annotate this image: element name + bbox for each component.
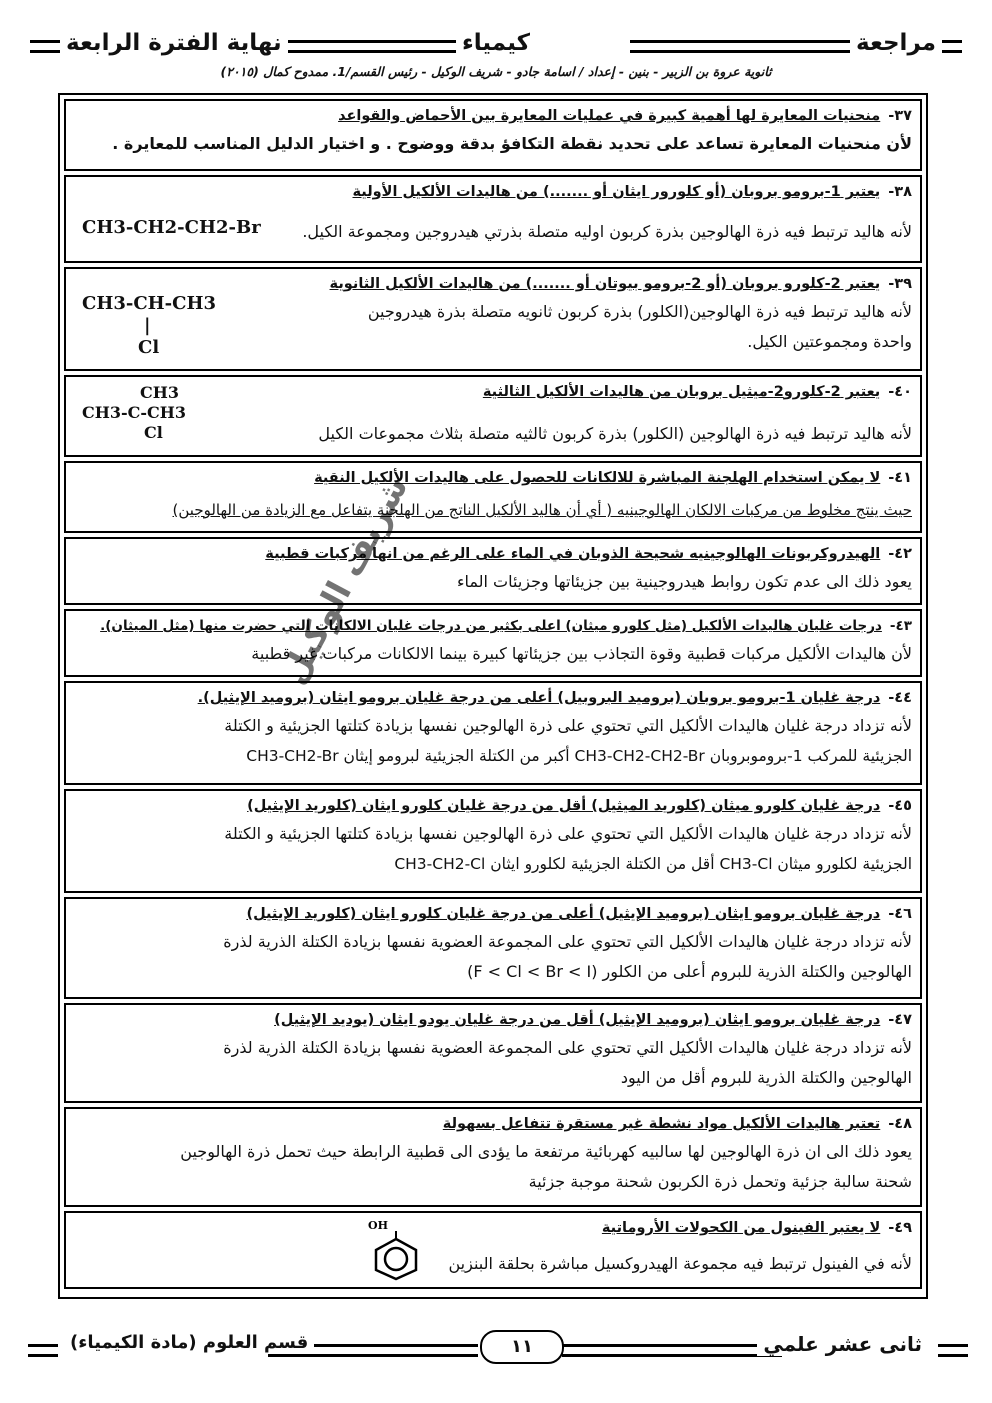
header-rule-right (630, 40, 860, 53)
question-46 (64, 897, 922, 999)
structure-line: CH3-C-CH3 (82, 403, 186, 422)
phenol-structure-icon (366, 1219, 436, 1285)
question-text: درجة غليان برومو ايثان (بروميد الإيثيل) أقل من درجة غليان يودو ايثان (يوديد الإيثيل) (274, 1012, 881, 1028)
question-38 (64, 175, 922, 263)
question-text: يعتبر 1-برومو بروبان (أو كلورور ايثان أو .......) من هاليدات الألكيل الأولية (352, 184, 881, 200)
question-text: لا يمكن استخدام الهلجنة المباشرة للالكانات للحصول على هاليدات الألكيل النقية (314, 470, 881, 486)
header-period: نهاية الفترة الرابعة (60, 28, 288, 58)
question-number: ٤١- (888, 470, 912, 486)
answer-text: لأنه في الفينول ترتبط فيه مجموعة الهيدروكسيل مباشرة بحلقة البنزين (448, 1254, 912, 1273)
header-review: مراجعة (850, 28, 942, 58)
question-44 (64, 681, 922, 785)
question-number: ٤٨- (888, 1116, 912, 1132)
question-number: ٣٩- (888, 276, 912, 292)
question-text: درجة غليان برومو ايثان (بروميد الإيثيل) أعلى من درجة غليان كلورو ايثان (كلوريد الإيثيل) (246, 906, 881, 922)
answer-text: حيث ينتج مخلوط من مركبات الالكان الهالوجينيه ( أي أن هاليد الألكيل الناتج من الهلجنة يتفاعل مع الزيادة من الهالوجين) (172, 501, 912, 519)
question-number: ٤٤- (888, 690, 912, 706)
question-number: ٣٧- (888, 108, 912, 124)
question-40 (64, 375, 922, 457)
question-41 (64, 461, 922, 533)
structure-chloromethylpropane (82, 383, 242, 443)
answer-text: الهالوجين والكتلة الذرية للبروم أقل من اليود (620, 1068, 912, 1087)
structure-bond: | (144, 315, 151, 336)
question-37 (64, 99, 922, 171)
page-header (30, 28, 962, 94)
answer-text: لأنه تزداد درجة غليان هاليدات الألكيل التي تحتوي على المجموعة العضوية نفسها بزيادة الكتلة الذرية لذرة (223, 1038, 912, 1057)
page-number: ١١ (480, 1330, 564, 1364)
content-frame (58, 93, 928, 1299)
question-text: درجة غليان 1-برومو بروبان (بروميد البروبيل) أعلى من درجة غليان برومو ايثان (بروميد الإيثيل). (197, 690, 881, 706)
question-text: الهيدروكربونات الهالوجينيه شحيحة الذوبان في الماء على الرغم من انها مركبات قطبية (265, 546, 881, 562)
question-number: ٤٥- (888, 798, 912, 814)
question-number: ٤٣- (889, 618, 912, 634)
question-47 (64, 1003, 922, 1103)
header-rule-edge-left (30, 40, 60, 53)
phenol-oh-label: OH (368, 1219, 388, 1232)
footer-rule-right (562, 1344, 782, 1357)
question-text: لا يعتبر الفينول من الكحولات الأروماتية (601, 1220, 881, 1236)
question-text: يعتبر 2-كلورو بروبان (أو 2-برومو بيوتان أو .......) من هاليدات الألكيل الثانوية (329, 276, 881, 292)
formula-bromopropane: CH3-CH2-CH2-Br (82, 217, 261, 238)
answer-text: لأن منحنيات المعايرة تساعد على تحديد نقطة التكافؤ بدقة ووضوح . و اختيار الدليل المناسب للمعايرة . (112, 134, 912, 153)
structure-chloropropane (82, 293, 242, 359)
watermark: شريف الوكيل (273, 469, 417, 691)
answer-text: لأنه تزداد درجة غليان هاليدات الألكيل التي تحتوي على ذرة الهالوجين نفسها بزيادة كتلتها الجزيئية و الكتلة (224, 716, 912, 735)
question-42 (64, 537, 922, 605)
answer-text: لأنه هاليد ترتبط فيه ذرة الهالوجين(الكلور) بذرة كربون ثانويه متصلة بذرة هيدروجين (367, 302, 912, 321)
answer-text: الهالوجين والكتلة الذرية للبروم أعلى من الكلور (F < Cl < Br < I) (467, 962, 912, 981)
question-49 (64, 1211, 922, 1289)
question-number: ٤٠- (888, 384, 912, 400)
answer-text: الجزيئية لكلورو ميثان CH3-Cl أقل من الكتلة الجزيئية لكلورو ايثان CH3-CH2-Cl (394, 855, 912, 873)
question-number: ٤٦- (888, 906, 912, 922)
question-45 (64, 789, 922, 893)
question-text: يعتبر 2-كلورو2-ميثيل بروبان من هاليدات الألكيل الثالثية (482, 384, 881, 400)
structure-line: CH3-CH-CH3 (82, 293, 216, 314)
structure-line: CH3 (140, 383, 179, 402)
page-footer (28, 1330, 968, 1370)
answer-text: لأنه تزداد درجة غليان هاليدات الألكيل التي تحتوي على المجموعة العضوية نفسها بزيادة الكتلة الذرية لذرة (223, 932, 912, 951)
question-text: درجة غليان كلورو ميثان (كلوريد الميثيل) أقل من درجة غليان كلورو ايثان (كلوريد الإيثيل) (247, 798, 881, 814)
answer-text: لأنه تزداد درجة غليان هاليدات الألكيل التي تحتوي على ذرة الهالوجين نفسها بزيادة كتلتها الجزيئية و الكتلة (224, 824, 912, 843)
footer-rule-edge-left (28, 1344, 58, 1357)
footer-rule-edge-right (938, 1344, 968, 1357)
answer-text: الجزيئية للمركب 1-بروموبروبان CH3-CH2-CH2-Br أكبر من الكتلة الجزيئية لبرومو إيثان CH3-CH2-Br (246, 747, 912, 765)
question-48 (64, 1107, 922, 1207)
header-subtitle: ثانوية عروة بن الزبير - بنين - إعداد / اسامة جادو - شريف الوكيل - رئيس القسم/1. ممدوح كمال (٢٠١٥) (220, 64, 772, 79)
footer-department: قسم العلوم (مادة الكيمياء) (64, 1332, 314, 1353)
question-text: تعتبر هاليدات الألكيل مواد نشطة غير مستقرة تتفاعل بسهولة (442, 1116, 881, 1132)
answer-text: شحنة سالبة جزئية وتحمل ذرة الكربون شحنة موجبة جزئية (528, 1172, 912, 1191)
answer-text: يعود ذلك الى ان ذرة الهالوجين لها سالبيه كهربائية مرتفعة ما يؤدى الى قطبية الرابطة حيث تحمل ذرة الهالوجين (180, 1142, 912, 1161)
question-number: ٤٧- (888, 1012, 912, 1028)
answer-text: يعود ذلك الى عدم تكون روابط هيدروجينية بين جزيئاتها وجزيئات الماء (457, 572, 912, 591)
question-text: درجات غليان هاليدات الألكيل (مثل كلورو ميثان) اعلى بكثير من درجات غليان الالكانات التي حضرت منها (مثل الميثان). (100, 618, 882, 634)
structure-line: Cl (144, 423, 163, 442)
header-subject: كيمياء (456, 28, 536, 58)
answer-text: واحدة ومجموعتين الكيل. (747, 332, 912, 351)
question-43 (64, 609, 922, 677)
question-number: ٣٨- (888, 184, 912, 200)
structure-line: Cl (138, 337, 160, 358)
question-39 (64, 267, 922, 371)
question-number: ٤٢- (888, 546, 912, 562)
answer-text: لأنه هاليد ترتبط فيه ذرة الهالوجين بذرة كربون اوليه متصلة بذرتي هيدروجين ومجموعة الكيل. (302, 222, 912, 241)
answer-text: لأنه هاليد ترتبط فيه ذرة الهالوجين (الكلور) بذرة كربون ثالثيه متصلة بثلاث مجموعات الكيل (318, 424, 912, 443)
question-number: ٤٩- (888, 1220, 912, 1236)
answer-text: لأن هاليدات الألكيل مركبات قطبية وقوة التجاذب بين جزيئاتها كبيرة بينما الالكانات مركبات غير قطبية (251, 644, 912, 663)
question-text: منحنيات المعايرة لها أهمية كبيرة في عمليات المعايرة بين الأحماض والقواعد (338, 108, 881, 124)
footer-grade: ثانى عشر علمي (757, 1332, 928, 1356)
